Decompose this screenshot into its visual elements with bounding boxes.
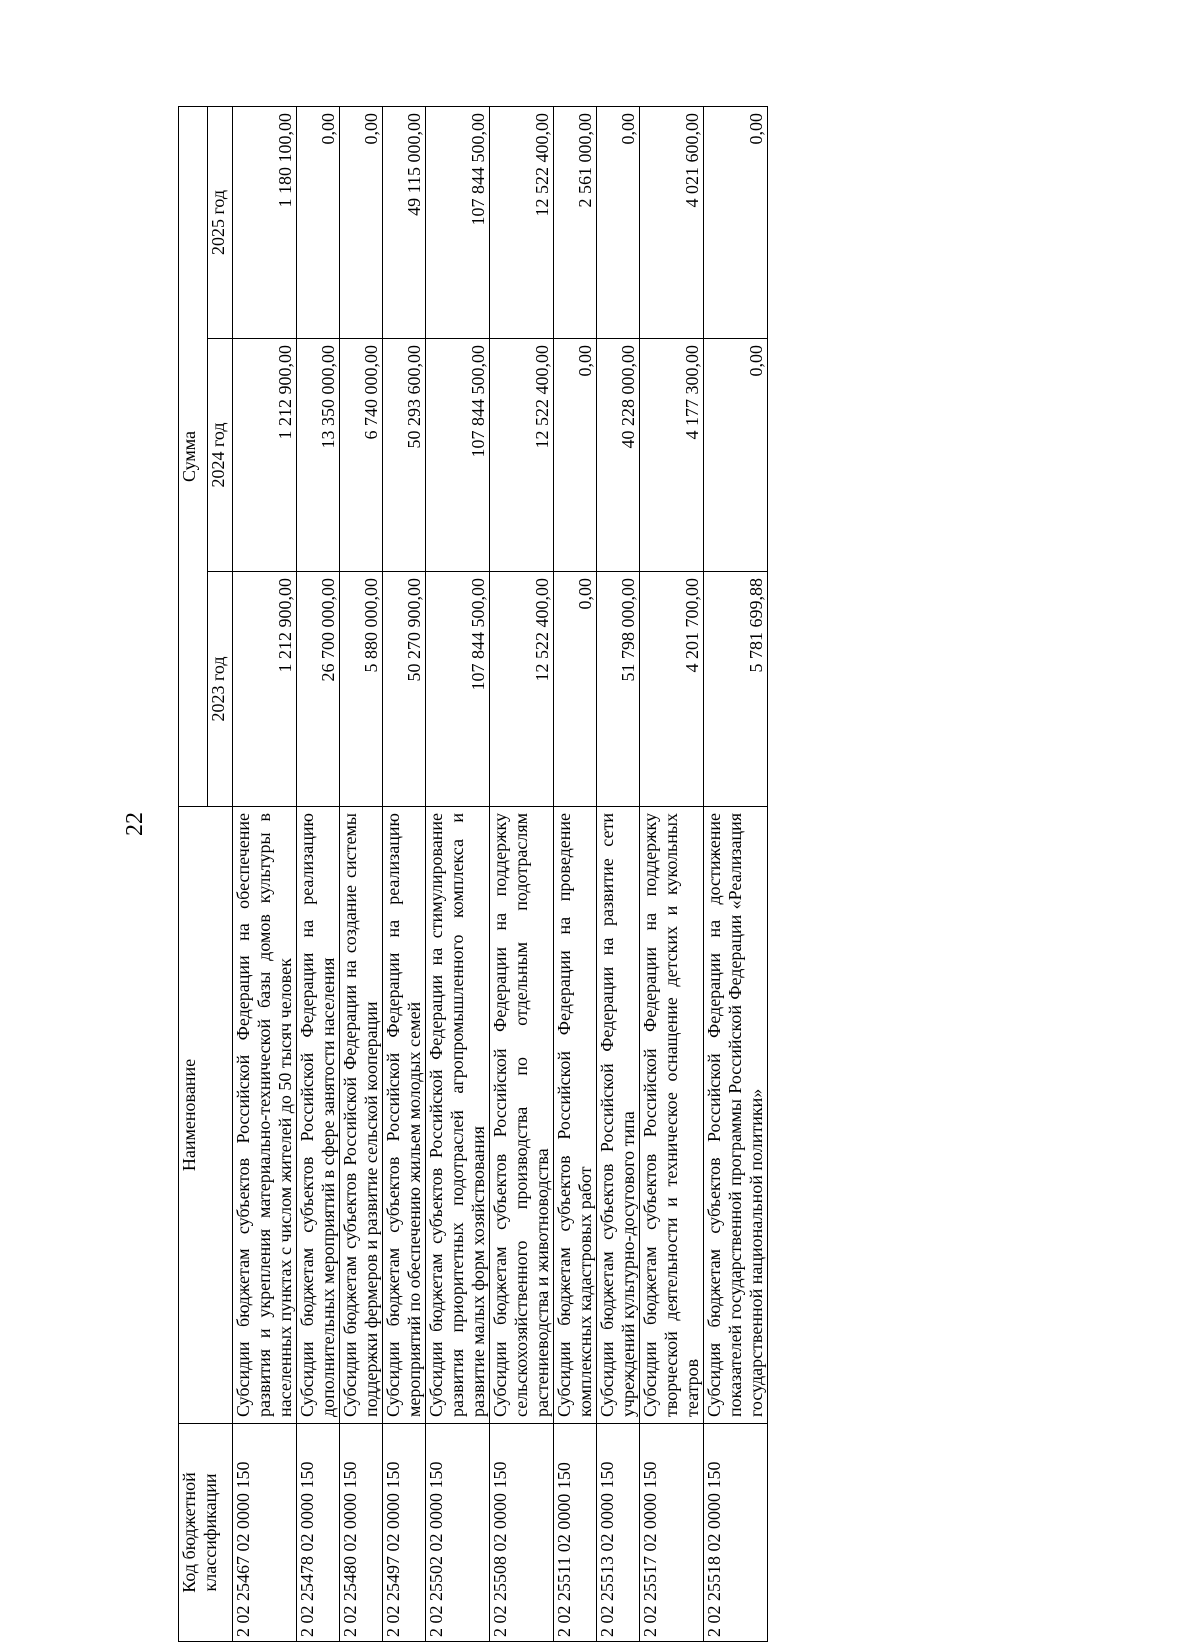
table-row [704,106,768,1641]
row-value-2025: 0,00 [297,106,340,338]
row-value-2025: 2 561 000,00 [554,106,597,338]
table-row [340,106,383,1641]
row-value-2025: 4 021 600,00 [640,106,704,338]
row-value-2024: 107 844 500,00 [426,339,490,572]
row-name: Субсидии бюджетам субъектов Российской Федерации на поддержку творческой деятельности и техническое оснащение детских и кукольных театров [640,807,704,1424]
row-value-2024: 12 522 400,00 [490,339,554,572]
row-value-2023: 1 212 900,00 [233,572,297,807]
header-name: Наименование [179,807,233,1424]
row-value-2023: 4 201 700,00 [640,572,704,807]
table-row [426,106,490,1641]
header-year-2024: 2024 год [208,339,233,572]
row-name: Субсидии бюджетам субъектов Российской Федерации на развитие сети учреждений культурно-досугового типа [597,807,640,1424]
row-name: Субсидии бюджетам субъектов Российской Федерации на поддержку сельскохозяйственного производства по отдельным подотраслям растениеводства и животноводства [490,807,554,1424]
row-code: 2 02 25502 02 0000 150 [426,1424,490,1642]
row-value-2024: 50 293 600,00 [383,339,426,572]
row-value-2024: 13 350 000,00 [297,339,340,572]
row-value-2024: 1 212 900,00 [233,339,297,572]
row-value-2025: 0,00 [597,106,640,338]
row-code: 2 02 25511 02 0000 150 [554,1424,597,1642]
rotated-table-container [178,107,1038,1642]
table-row [297,106,340,1641]
row-value-2023: 50 270 900,00 [383,572,426,807]
row-value-2024: 6 740 000,00 [340,339,383,572]
row-value-2023: 5 880 000,00 [340,572,383,807]
row-name: Субсидия бюджетам субъектов Российской Федерации на достижение показателей государственной программы Российской Федерации «Реализация государственной национальной политики» [704,807,768,1424]
row-value-2025: 12 522 400,00 [490,106,554,338]
table-row [490,106,554,1641]
row-value-2023: 5 781 699,88 [704,572,768,807]
row-value-2025: 107 844 500,00 [426,106,490,338]
row-name: Субсидии бюджетам субъектов Российской Федерации на создание системы поддержки фермеров и развитие сельской кооперации [340,807,383,1424]
table-row [554,106,597,1641]
row-value-2023: 107 844 500,00 [426,572,490,807]
row-name: Субсидии бюджетам субъектов Российской Федерации на реализацию мероприятий по обеспечению жильем молодых семей [383,807,426,1424]
row-code: 2 02 25480 02 0000 150 [340,1424,383,1642]
row-name: Субсидии бюджетам субъектов Российской Федерации на проведение комплексных кадастровых работ [554,807,597,1424]
header-sum: Сумма [179,106,208,806]
header-year-2023: 2023 год [208,572,233,807]
row-value-2025: 49 115 000,00 [383,106,426,338]
table-row [640,106,704,1641]
row-code: 2 02 25517 02 0000 150 [640,1424,704,1642]
row-code: 2 02 25478 02 0000 150 [297,1424,340,1642]
row-name: Субсидии бюджетам субъектов Российской Федерации на обеспечение развития и укрепления материально-технической базы домов культуры в населенных пунктах с числом жителей до 50 тысяч человек [233,807,297,1424]
row-value-2025: 1 180 100,00 [233,106,297,338]
row-code: 2 02 25467 02 0000 150 [233,1424,297,1642]
page-number: 22 [122,812,148,836]
row-value-2023: 12 522 400,00 [490,572,554,807]
row-code: 2 02 25513 02 0000 150 [597,1424,640,1642]
header-year-2025: 2025 год [208,106,233,338]
header-code: Код бюджетной классификации [179,1424,233,1642]
table-row [383,106,426,1641]
row-code: 2 02 25518 02 0000 150 [704,1424,768,1642]
table-row [597,106,640,1641]
row-value-2023: 26 700 000,00 [297,572,340,807]
row-value-2024: 40 228 000,00 [597,339,640,572]
row-value-2025: 0,00 [340,106,383,338]
row-value-2023: 0,00 [554,572,597,807]
row-value-2024: 4 177 300,00 [640,339,704,572]
row-name: Субсидии бюджетам субъектов Российской Федерации на реализацию дополнительных мероприятий в сфере занятости населения [297,807,340,1424]
row-value-2025: 0,00 [704,106,768,338]
row-code: 2 02 25497 02 0000 150 [383,1424,426,1642]
row-value-2024: 0,00 [704,339,768,572]
budget-table [178,106,768,1642]
row-value-2023: 51 798 000,00 [597,572,640,807]
table-row [233,106,297,1641]
row-code: 2 02 25508 02 0000 150 [490,1424,554,1642]
row-name: Субсидии бюджетам субъектов Российской Федерации на стимулирование развития приоритетных подотраслей агропромышленного комплекса и развитие малых форм хозяйствования [426,807,490,1424]
row-value-2024: 0,00 [554,339,597,572]
